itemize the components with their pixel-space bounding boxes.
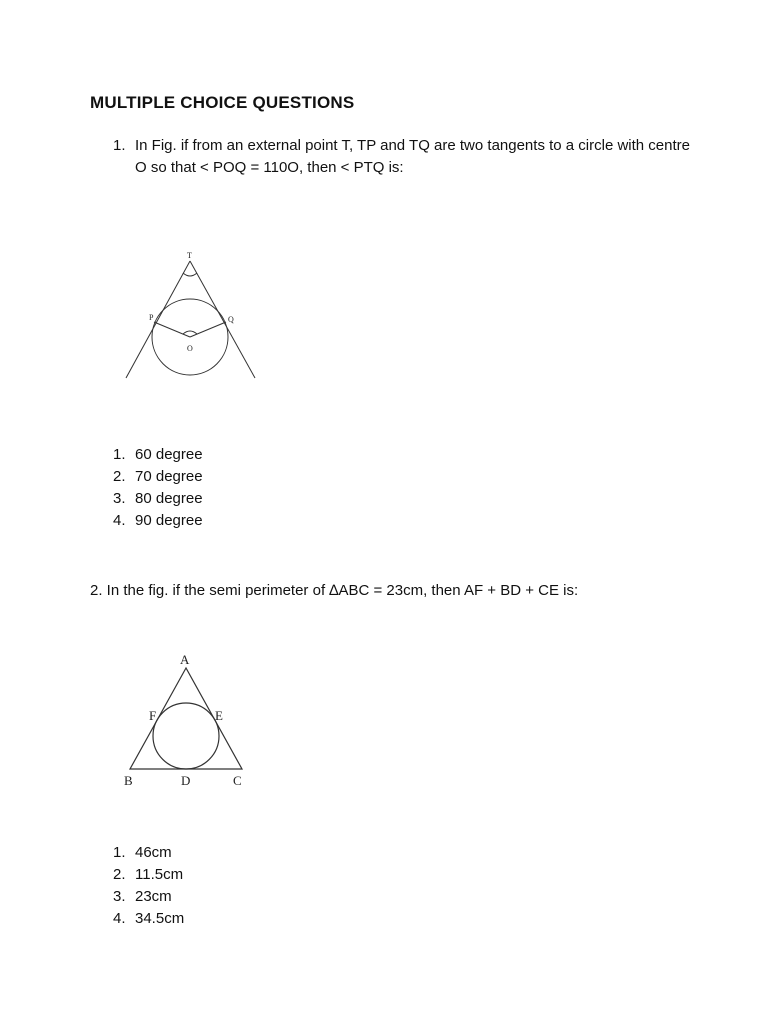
label-a: A: [180, 652, 190, 667]
option-label: 90 degree: [135, 512, 203, 529]
question-2-text: 2. In the fig. if the semi perimeter of ∆ABC = 23cm, then AF + BD + CE is:: [90, 582, 579, 599]
angle-mark-t: [183, 273, 197, 276]
option-number: 3.: [113, 888, 126, 905]
label-d: D: [181, 773, 191, 788]
option-2[interactable]: [113, 864, 184, 886]
option-3[interactable]: [113, 488, 203, 510]
label-p: P: [149, 313, 154, 322]
option-number: 1.: [113, 446, 126, 463]
label-q: Q: [228, 315, 234, 324]
option-label: 46cm: [135, 844, 172, 861]
option-1[interactable]: [113, 444, 203, 466]
option-label: 70 degree: [135, 468, 203, 485]
option-number: 4.: [113, 910, 126, 927]
option-number: 2.: [113, 468, 126, 485]
option-4[interactable]: [113, 908, 184, 930]
option-number: 1.: [113, 844, 126, 861]
incircle: [153, 703, 219, 769]
option-label: 23cm: [135, 888, 172, 905]
angle-mark-o: [183, 331, 197, 334]
question-1-text: In Fig. if from an external point T, TP and TQ are two tangents to a circle with centre O so that < POQ = 110O, then < PTQ is:: [135, 137, 690, 176]
tangent-line-right: [190, 261, 255, 378]
label-c: C: [233, 773, 242, 788]
option-number: 4.: [113, 512, 126, 529]
label-t: T: [187, 251, 192, 260]
option-label: 34.5cm: [135, 910, 185, 927]
radius-oq: [190, 322, 226, 337]
tangent-line-left: [126, 261, 190, 378]
question-2-options: [113, 842, 184, 930]
option-3[interactable]: [113, 886, 184, 908]
option-label: 60 degree: [135, 446, 203, 463]
figure-tangents-circle: [120, 248, 270, 388]
radius-op: [154, 322, 190, 337]
label-b: B: [124, 773, 133, 788]
option-2[interactable]: [113, 466, 203, 488]
question-1-number: 1.: [113, 137, 126, 154]
label-f: F: [149, 708, 157, 723]
question-1-options: [113, 444, 203, 532]
question-1: [113, 135, 693, 179]
option-1[interactable]: [113, 842, 184, 864]
option-label: 11.5cm: [135, 866, 184, 883]
option-label: 80 degree: [135, 490, 203, 507]
page-title: MULTIPLE CHOICE QUESTIONS: [90, 93, 355, 112]
label-e: E: [215, 708, 223, 723]
figure-incircle-triangle: [120, 652, 250, 787]
triangle-abc: [130, 668, 242, 769]
label-o: O: [187, 344, 193, 353]
option-number: 2.: [113, 866, 126, 883]
option-number: 3.: [113, 490, 126, 507]
option-4[interactable]: [113, 510, 203, 532]
